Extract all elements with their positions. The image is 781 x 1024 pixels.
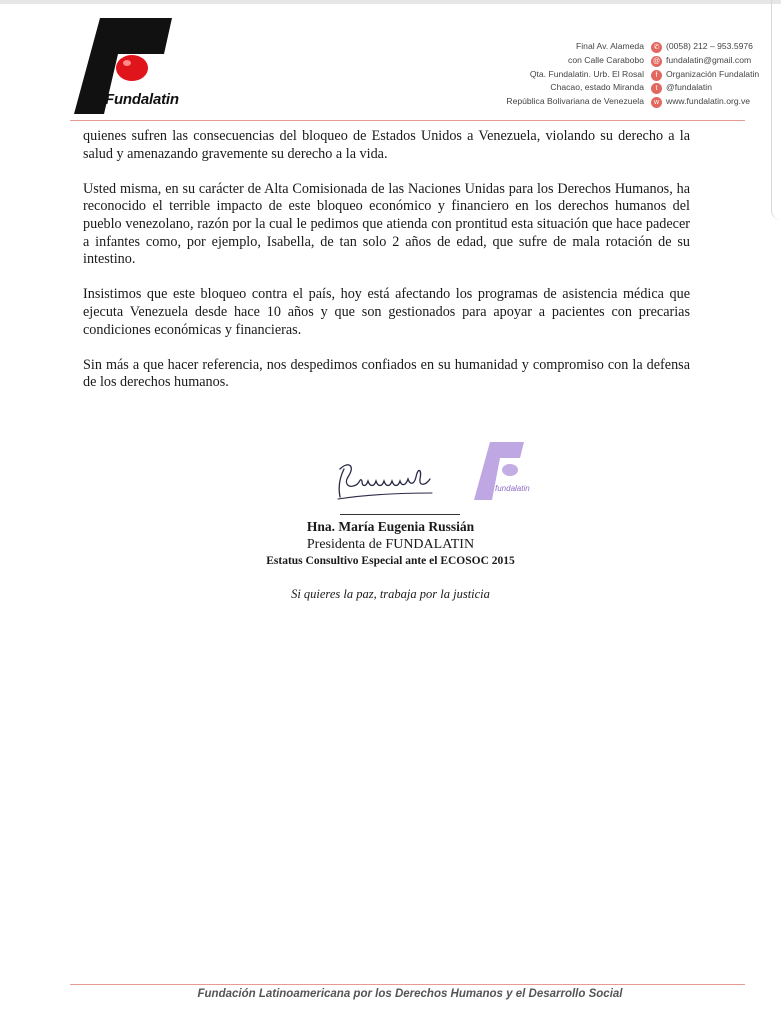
twitter-handle: @fundalatin (666, 82, 712, 93)
contact-block (450, 41, 760, 110)
address-line: Final Av. Alameda (576, 41, 644, 51)
web-icon: w (651, 97, 662, 108)
address-line: Qta. Fundalatin. Urb. El Rosal (529, 68, 644, 79)
consultative-status: Estatus Consultivo Especial ante el ECOSOC 2015 (266, 555, 515, 567)
address-line: con Calle Carabobo (568, 54, 644, 65)
twitter-icon: t (651, 83, 662, 94)
header-divider (70, 120, 745, 121)
signer-name: Hna. María Eugenia Russián (306, 519, 475, 534)
email-address: fundalatin@gmail.com (666, 54, 752, 65)
contact-row (450, 55, 750, 69)
address-line: República Bolivariana de Venezuela (506, 96, 644, 107)
paragraph: quienes sufren las consecuencias del bloqueo de Estados Unidos a Venezuela, violando su derecho a la salud y amenazando gravemente su derecho a la vida. (83, 128, 690, 162)
logo-wordmark: Fundalatin (105, 91, 179, 108)
page-curl-edge (771, 0, 781, 220)
contact-row (450, 96, 750, 110)
top-border (0, 0, 781, 4)
stamp-logo-icon (470, 438, 540, 504)
stamp-text: fundalatin (495, 484, 530, 493)
motto: Si quieres la paz, trabaja por la justicia (291, 587, 490, 601)
phone-icon: ✆ (651, 42, 662, 53)
paragraph: Sin más a que hacer referencia, nos despedimos confiados en su humanidad y compromiso con la defensa de los derechos humanos. (83, 356, 690, 391)
facebook-icon: f (651, 70, 662, 81)
fundalatin-logo (72, 14, 182, 118)
footer-text: Fundación Latinoamericana por los Derechos Humanos y el Desarrollo Social (197, 988, 623, 1000)
paragraph: Usted misma, en su carácter de Alta Comisionada de las Naciones Unidas para los Derechos Humanos, ha reconocido el terrible impacto de este bloqueo económico y financiero en los derechos humanos del pueblo venezolano, razón por la cual le pedimos que atienda con prontitud esta situación que hace padecer a infantes como, por ejemplo, Isabella, de tan solo 2 años de edad, que sufre de mala rotación de su intestino. (83, 180, 690, 268)
signer-role: Presidenta de FUNDALATIN (306, 537, 475, 552)
contact-row (450, 68, 760, 83)
letter-body (83, 128, 690, 410)
phone-number: (0058) 212 – 953.5976 (666, 41, 753, 51)
paragraph: Insistimos que este bloqueo contra el país, hoy está afectando los programas de asistencia médica que ejecuta Venezuela desde hace 10 años y que son gestionados para apoyar a pacientes con precarias condiciones económicas y financieras. (83, 286, 690, 338)
signature-line (340, 514, 460, 515)
handwritten-signature (334, 455, 438, 507)
facebook-page: Organización Fundalatin (666, 68, 760, 79)
email-icon: @ (652, 57, 661, 65)
contact-row (450, 41, 753, 55)
contact-row (450, 82, 750, 96)
address-line: Chacao, estado Miranda (550, 82, 644, 93)
website-url: www.fundalatin.org.ve (666, 96, 751, 107)
footer-divider (70, 984, 745, 985)
organization-stamp (470, 438, 540, 504)
